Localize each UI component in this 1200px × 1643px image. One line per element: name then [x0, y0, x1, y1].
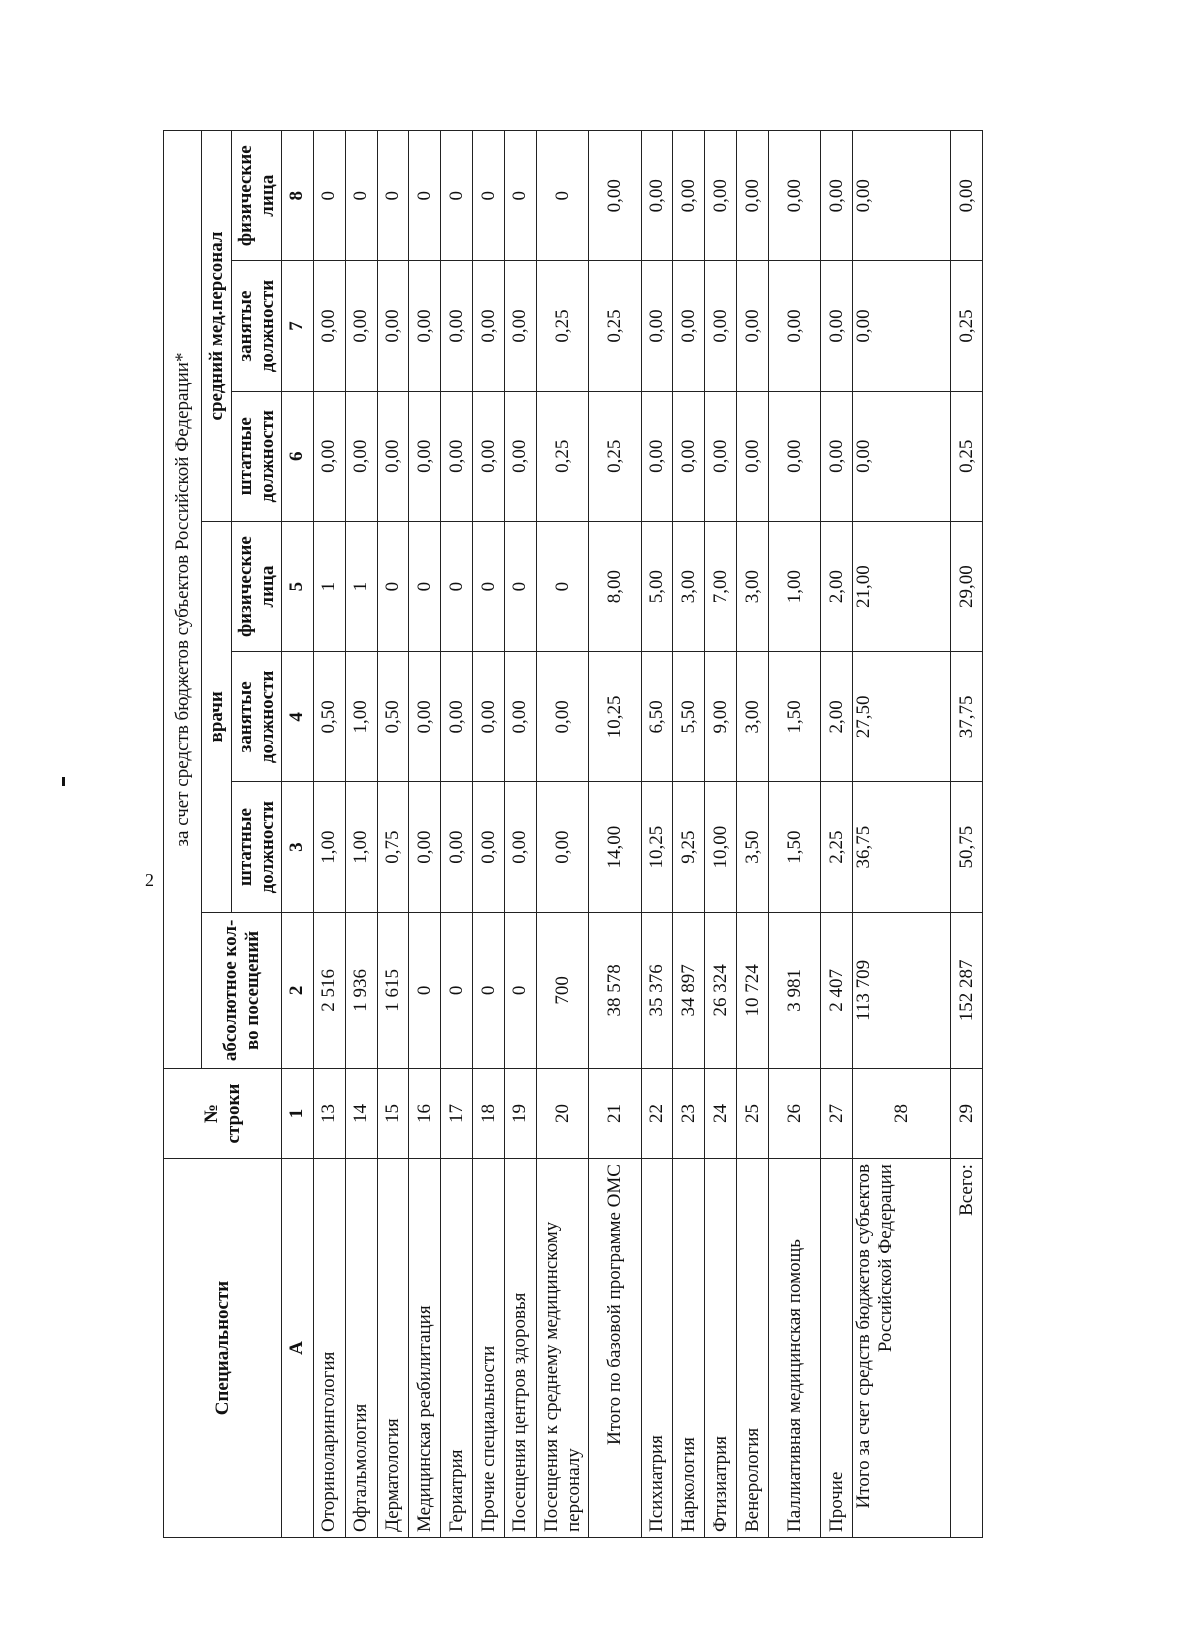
- row-number: 19: [505, 1069, 537, 1159]
- table-row: [345, 131, 377, 1538]
- cell-d-staff: 0,00: [473, 782, 505, 912]
- cell-d-ind: 21,00: [853, 521, 951, 651]
- cell-d-staff: 10,25: [641, 782, 673, 912]
- cell-n-ind: 0,00: [737, 131, 769, 261]
- cell-abs: 700: [536, 912, 588, 1068]
- cell-n-staff: 0,25: [589, 391, 641, 521]
- col-index: 8: [282, 131, 314, 261]
- cell-n-staff: 0,25: [951, 391, 983, 521]
- cell-d-staff: 0,00: [505, 782, 537, 912]
- cell-n-occ: 0,00: [505, 261, 537, 391]
- cell-d-ind: 0: [377, 521, 409, 651]
- row-number: 26: [769, 1069, 821, 1159]
- column-index-row: [282, 131, 314, 1538]
- cell-d-staff: 1,00: [345, 782, 377, 912]
- cell-n-ind: 0,00: [589, 131, 641, 261]
- cell-d-ind: 1: [313, 521, 345, 651]
- cell-abs: 0: [473, 912, 505, 1068]
- row-number: 22: [641, 1069, 673, 1159]
- cell-d-ind: 0: [536, 521, 588, 651]
- header-n-individuals: физические лица: [232, 131, 282, 261]
- cell-n-staff: 0,00: [737, 391, 769, 521]
- cell-d-staff: 0,00: [409, 782, 441, 912]
- table-row: [473, 131, 505, 1538]
- table-row: [536, 131, 588, 1538]
- header-specialties: Специальности: [164, 1159, 282, 1538]
- row-number: 15: [377, 1069, 409, 1159]
- cell-d-occ: 6,50: [641, 652, 673, 782]
- cell-abs: 2 516: [313, 912, 345, 1068]
- row-specialty: Итого по базовой программе ОМС: [589, 1159, 641, 1538]
- cell-d-occ: 0,00: [505, 652, 537, 782]
- cell-d-occ: 37,75: [951, 652, 983, 782]
- cell-d-staff: 14,00: [589, 782, 641, 912]
- row-specialty: Гериатрия: [441, 1159, 473, 1538]
- cell-n-staff: 0,00: [441, 391, 473, 521]
- cell-d-ind: 0: [409, 521, 441, 651]
- rotated-table-container: [163, 130, 983, 1538]
- cell-n-occ: 0,00: [821, 261, 853, 391]
- cell-d-ind: 1: [345, 521, 377, 651]
- header-d-occupied: занятые должности: [232, 652, 282, 782]
- cell-n-staff: 0,25: [536, 391, 588, 521]
- cell-d-ind: 1,00: [769, 521, 821, 651]
- cell-d-staff: 0,00: [536, 782, 588, 912]
- cell-abs: 1 936: [345, 912, 377, 1068]
- cell-n-staff: 0,00: [705, 391, 737, 521]
- cell-abs: 113 709: [853, 912, 951, 1068]
- col-index: 3: [282, 782, 314, 912]
- cell-abs: 26 324: [705, 912, 737, 1068]
- cell-n-ind: 0,00: [673, 131, 705, 261]
- row-specialty: Посещения к среднему медицинскому персоналу: [536, 1159, 588, 1538]
- row-number: 20: [536, 1069, 588, 1159]
- cell-d-occ: 3,00: [737, 652, 769, 782]
- cell-d-ind: 0: [473, 521, 505, 651]
- cell-d-occ: 27,50: [853, 652, 951, 782]
- cell-d-occ: 1,00: [345, 652, 377, 782]
- col-index: 2: [282, 912, 314, 1068]
- cell-n-ind: 0: [505, 131, 537, 261]
- row-specialty: Оториноларингология: [313, 1159, 345, 1538]
- cell-n-staff: 0,00: [409, 391, 441, 521]
- table-row: [705, 131, 737, 1538]
- table-row: [821, 131, 853, 1538]
- cell-abs: 2 407: [821, 912, 853, 1068]
- row-specialty: Паллиативная медицинская помощь: [769, 1159, 821, 1538]
- header-nurses: средний мед.персонал: [202, 131, 232, 522]
- cell-d-occ: 0,50: [377, 652, 409, 782]
- table-row: [737, 131, 769, 1538]
- cell-d-ind: 5,00: [641, 521, 673, 651]
- cell-n-staff: 0,00: [673, 391, 705, 521]
- cell-abs: 0: [505, 912, 537, 1068]
- cell-n-occ: 0,00: [409, 261, 441, 391]
- cell-n-ind: 0: [473, 131, 505, 261]
- cell-d-occ: 9,00: [705, 652, 737, 782]
- table-row: [377, 131, 409, 1538]
- cell-d-occ: 0,00: [409, 652, 441, 782]
- header-d-staff: штатные должности: [232, 782, 282, 912]
- cell-n-ind: 0: [345, 131, 377, 261]
- cell-n-occ: 0,00: [769, 261, 821, 391]
- table-row: [641, 131, 673, 1538]
- cell-n-ind: 0,00: [641, 131, 673, 261]
- row-specialty: Прочие: [821, 1159, 853, 1538]
- header-doctors: врачи: [202, 521, 232, 912]
- cell-abs: 10 724: [737, 912, 769, 1068]
- row-number: 21: [589, 1069, 641, 1159]
- cell-n-staff: 0,00: [769, 391, 821, 521]
- cell-n-occ: 0,00: [853, 261, 951, 391]
- cell-d-occ: 10,25: [589, 652, 641, 782]
- table-row: [589, 131, 641, 1538]
- col-index: 5: [282, 521, 314, 651]
- cell-d-occ: 0,00: [473, 652, 505, 782]
- cell-n-staff: 0,00: [641, 391, 673, 521]
- col-index: 1: [282, 1069, 314, 1159]
- header-n-staff: штатные должности: [232, 391, 282, 521]
- cell-n-occ: 0,00: [441, 261, 473, 391]
- row-number: 27: [821, 1069, 853, 1159]
- cell-n-staff: 0,00: [821, 391, 853, 521]
- cell-n-ind: 0,00: [705, 131, 737, 261]
- cell-n-ind: 0,00: [769, 131, 821, 261]
- cell-d-ind: 0: [441, 521, 473, 651]
- cell-d-occ: 0,00: [536, 652, 588, 782]
- header-n-occupied: занятые должности: [232, 261, 282, 391]
- row-specialty: Наркология: [673, 1159, 705, 1538]
- cell-n-staff: 0,00: [853, 391, 951, 521]
- cell-n-ind: 0,00: [821, 131, 853, 261]
- row-specialty: Медицинская реабилитация: [409, 1159, 441, 1538]
- cell-d-ind: 7,00: [705, 521, 737, 651]
- cell-d-staff: 1,50: [769, 782, 821, 912]
- header-row-no: № строки: [164, 1069, 282, 1159]
- col-index: А: [282, 1159, 314, 1538]
- cell-d-occ: 0,00: [441, 652, 473, 782]
- row-number: 14: [345, 1069, 377, 1159]
- cell-d-staff: 9,25: [673, 782, 705, 912]
- header-absolute-visits: абсолютное кол-во посещений: [202, 912, 282, 1068]
- table-row: [505, 131, 537, 1538]
- cell-n-occ: 0,25: [951, 261, 983, 391]
- col-index: 4: [282, 652, 314, 782]
- table-row: [951, 131, 983, 1538]
- cell-n-ind: 0: [441, 131, 473, 261]
- cell-d-staff: 0,75: [377, 782, 409, 912]
- row-number: 17: [441, 1069, 473, 1159]
- cell-n-occ: 0,00: [377, 261, 409, 391]
- cell-d-ind: 3,00: [673, 521, 705, 651]
- cell-n-occ: 0,00: [473, 261, 505, 391]
- cell-n-ind: 0: [377, 131, 409, 261]
- cell-abs: 0: [409, 912, 441, 1068]
- row-number: 13: [313, 1069, 345, 1159]
- cell-n-ind: 0: [409, 131, 441, 261]
- cell-n-occ: 0,25: [589, 261, 641, 391]
- row-specialty: Офтальмология: [345, 1159, 377, 1538]
- row-specialty: Прочие специальности: [473, 1159, 505, 1538]
- table-row: [441, 131, 473, 1538]
- row-specialty: Психиатрия: [641, 1159, 673, 1538]
- row-specialty: Венерология: [737, 1159, 769, 1538]
- cell-d-staff: 50,75: [951, 782, 983, 912]
- cell-n-staff: 0,00: [473, 391, 505, 521]
- cell-abs: 1 615: [377, 912, 409, 1068]
- cell-abs: 152 287: [951, 912, 983, 1068]
- row-number: 25: [737, 1069, 769, 1159]
- staffing-table: [163, 130, 983, 1538]
- row-specialty: Итого за счет средств бюджетов субъектов Российской Федерации: [853, 1159, 951, 1538]
- cell-n-staff: 0,00: [505, 391, 537, 521]
- row-specialty: Фтизиатрия: [705, 1159, 737, 1538]
- cell-n-staff: 0,00: [377, 391, 409, 521]
- cell-d-staff: 0,00: [441, 782, 473, 912]
- cell-d-ind: 3,00: [737, 521, 769, 651]
- cell-n-occ: 0,00: [313, 261, 345, 391]
- cell-d-ind: 29,00: [951, 521, 983, 651]
- cell-abs: 3 981: [769, 912, 821, 1068]
- row-number: 28: [853, 1069, 951, 1159]
- cell-abs: 38 578: [589, 912, 641, 1068]
- cell-d-occ: 1,50: [769, 652, 821, 782]
- row-number: 18: [473, 1069, 505, 1159]
- row-number: 23: [673, 1069, 705, 1159]
- header-d-individuals: физические лица: [232, 521, 282, 651]
- row-number: 24: [705, 1069, 737, 1159]
- cell-d-staff: 2,25: [821, 782, 853, 912]
- cell-abs: 0: [441, 912, 473, 1068]
- cell-d-staff: 10,00: [705, 782, 737, 912]
- table-row: [853, 131, 951, 1538]
- cell-n-ind: 0,00: [853, 131, 951, 261]
- cell-abs: 35 376: [641, 912, 673, 1068]
- cell-n-occ: 0,00: [737, 261, 769, 391]
- cell-n-occ: 0,00: [673, 261, 705, 391]
- page-number: 2: [145, 870, 154, 890]
- cell-n-ind: 0,00: [951, 131, 983, 261]
- cell-n-occ: 0,00: [705, 261, 737, 391]
- cell-n-occ: 0,25: [536, 261, 588, 391]
- cell-d-staff: 3,50: [737, 782, 769, 912]
- cell-n-occ: 0,00: [641, 261, 673, 391]
- cell-d-occ: 5,50: [673, 652, 705, 782]
- col-index: 7: [282, 261, 314, 391]
- cell-d-staff: 1,00: [313, 782, 345, 912]
- scan-speck: [62, 777, 65, 786]
- table-row: [769, 131, 821, 1538]
- cell-d-ind: 8,00: [589, 521, 641, 651]
- header-funding-title: за счет средств бюджетов субъектов Российской Федерации*: [164, 131, 202, 1069]
- cell-d-ind: 0: [505, 521, 537, 651]
- cell-d-staff: 36,75: [853, 782, 951, 912]
- cell-n-ind: 0: [313, 131, 345, 261]
- col-index: 6: [282, 391, 314, 521]
- cell-n-staff: 0,00: [345, 391, 377, 521]
- table-row: [673, 131, 705, 1538]
- row-number: 16: [409, 1069, 441, 1159]
- table-row: [313, 131, 345, 1538]
- cell-d-ind: 2,00: [821, 521, 853, 651]
- cell-d-occ: 0,50: [313, 652, 345, 782]
- cell-d-occ: 2,00: [821, 652, 853, 782]
- table-row: [409, 131, 441, 1538]
- cell-n-staff: 0,00: [313, 391, 345, 521]
- row-specialty: Дерматология: [377, 1159, 409, 1538]
- row-specialty: Посещения центров здоровья: [505, 1159, 537, 1538]
- row-specialty: Всего:: [951, 1159, 983, 1538]
- cell-abs: 34 897: [673, 912, 705, 1068]
- cell-n-ind: 0: [536, 131, 588, 261]
- row-number: 29: [951, 1069, 983, 1159]
- cell-n-occ: 0,00: [345, 261, 377, 391]
